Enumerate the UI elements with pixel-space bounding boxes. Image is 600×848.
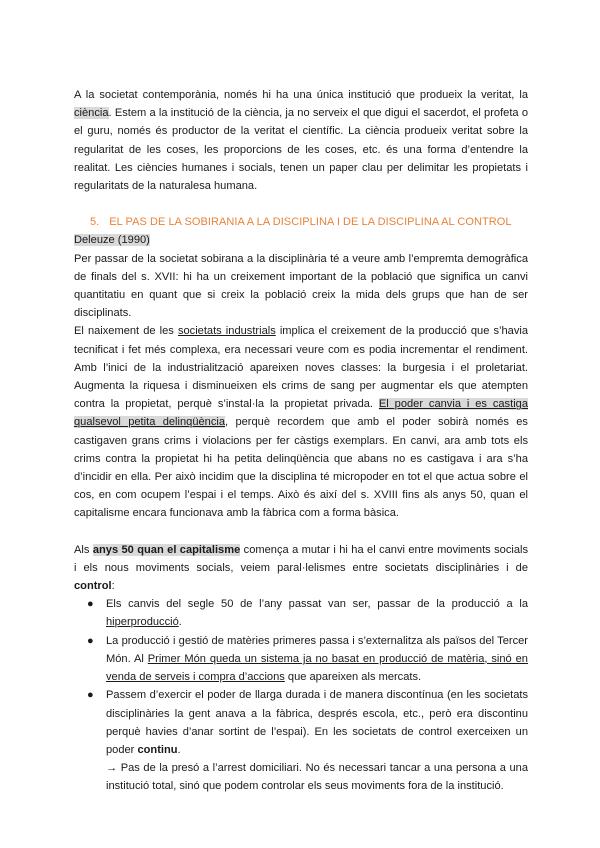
text-span: : (111, 580, 115, 593)
paragraph-population: Per passar de la societat sobirana a la disciplinària té a veure amb l’empremta demogràfica de finals del s. XVII: hi ha un creixement important de la població que significa un canvi quantitatiu en quant que si creix la població creix la mida dels grups que han de ser disciplinats. (74, 252, 528, 320)
arrow-note: → Pas de la presó a l’arrest domiciliari. No és necessari tancar a una persona a una institució total, sinó que podem controlar els seus moviments fora de la institució. (106, 762, 528, 793)
bold-highlight: anys 50 quan el capitalisme (92, 543, 241, 556)
text-span: comença a mutar i hi ha el canvi entre moviments socials i els nous moviments socials, veiem paral·lelismes entre societats disciplinàries i de (74, 543, 529, 574)
underlined-term: hiperproducció (106, 616, 179, 629)
paragraph-capitalism (74, 541, 528, 596)
bullet-icon: ● (87, 689, 94, 702)
bullet-icon: ● (87, 634, 94, 647)
reference-citation: Deleuze (1990) (74, 234, 150, 247)
text-span: A la societat contemporània, només hi ha una única institució que produeix la veritat, la (74, 89, 528, 101)
underlined-term: societats industrials (177, 325, 276, 338)
list-item (87, 595, 528, 631)
text-span: Passem d’exercir el poder de llarga durada i de manera discontínua (en les societats disciplinàries la gent anava a la fàbrica, després escola, etc., però era discontinu perquè havies d’anar sortint de l’espai). En les societats de control exerceixen un poder (106, 689, 528, 756)
section-number: 5. (90, 216, 100, 229)
text-span: . (177, 743, 181, 756)
highlighted-term-ciencia: ciència (74, 107, 109, 120)
text-span: que apareixen als mercats. (284, 671, 422, 684)
bold-term-control: control (74, 580, 112, 593)
text-span: implica el creixement de la producció que s’havia tecnificat i fet més complexa, era necessari veure com es podia incrementar el rendiment. Amb l’inici de la industrialització apareixen noves classes: la burgesia i el proletariat. Augmenta la riquesa i disminueixen els crims de sang per augmentar els que atempten contra la propietat, perquè s’instal·la la propietat privada. (74, 325, 528, 411)
text-span: . Estem a la institució de la ciència, ja no serveix el que digui el sacerdot, el profeta o el guru, només és productor de la veritat el científic. La ciència produeix veritat sobre la regularitat de les coses, les proporcions de les coses, etc. és una forma d’entendre la realitat. Les ciències humanes i socials, tenen un paper clau per delimitar les propietats i regularitats de la naturalesa humana. (74, 107, 528, 193)
section-title: EL PAS DE LA SOBIRANIA A LA DISCIPLINA I DE LA DISCIPLINA AL CONTROL (109, 216, 512, 229)
text-span: El naixement de les (74, 325, 178, 338)
bullet-list (74, 595, 528, 795)
list-item (87, 632, 528, 687)
text-span: Els canvis del segle 50 de l’any passat van ser, passar de la producció a la (106, 598, 528, 611)
text-span: Als (74, 543, 93, 556)
text-span: . (178, 616, 182, 629)
document-page (74, 86, 528, 796)
text-span: , perquè recordem que amb el poder sobirà només es castigaven grans crims i violacions per fer càstigs exemplars. En canvi, ara amb tots els crims contra la propietat hi ha petita delinqüència que abans no es castigava i ara s’ha d’incidir en ella. Per això incidim que la disciplina té micropoder en tot el que actua sobre el cos, en com ocupem l’espai i el temps. Això és així del s. XVIII fins als anys 50, quan el capitalisme encara funcionava amb la fàbrica com a forma bàsica. (74, 416, 528, 520)
underlined-term: Primer Món queda un sistema ja no basat en producció de matèria, sinó en venda de serveis i compra d’accions (106, 652, 528, 684)
intro-paragraph (74, 86, 528, 195)
underlined-highlight: El poder canvia i es castiga qualsevol petita delinqüència (74, 398, 528, 429)
reference-line (74, 231, 528, 249)
text-span: La producció i gestió de matèries primeres passa i s’externalitza als països del Tercer Món. Al (106, 634, 528, 665)
bold-term-continu: continu (137, 743, 178, 756)
paragraph-industrial (74, 322, 528, 522)
paragraph-gap (74, 523, 528, 541)
list-item (87, 686, 528, 795)
bullet-icon: ● (87, 598, 94, 611)
section-heading (90, 213, 528, 231)
